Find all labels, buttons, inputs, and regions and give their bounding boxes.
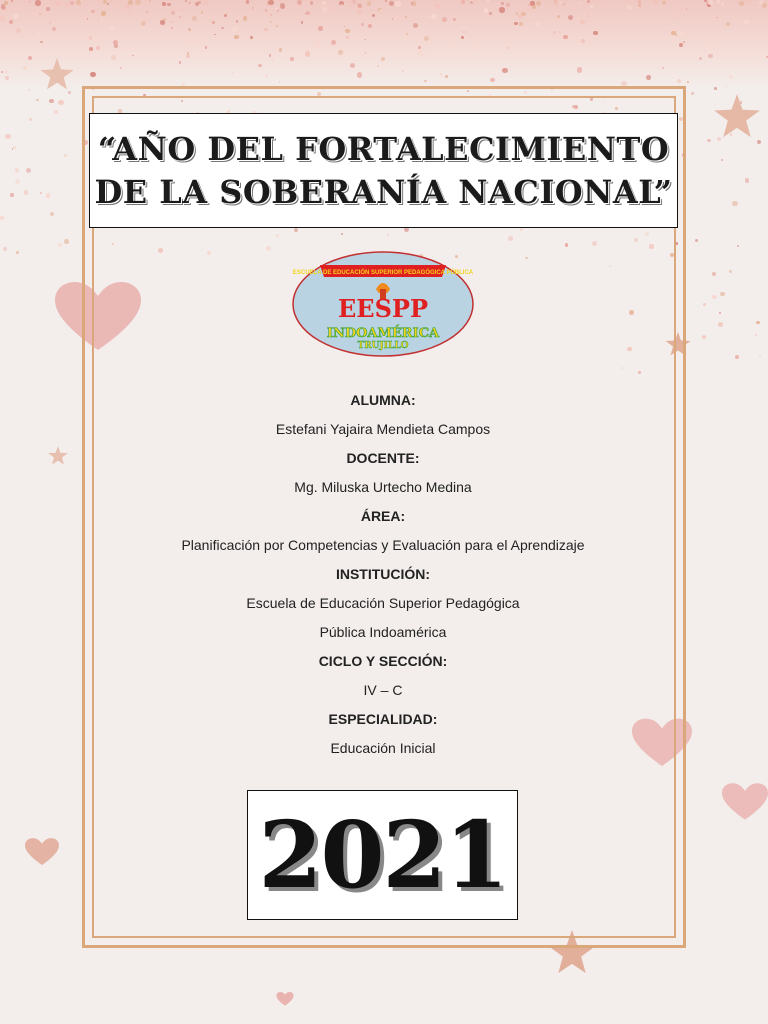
value-ciclo-seccion: IV – C	[363, 682, 403, 698]
label-area: ÁREA:	[360, 508, 406, 524]
star-icon	[40, 58, 74, 90]
heart-icon	[722, 778, 768, 826]
value-institucion-line-2: Pública Indoamérica	[319, 624, 447, 640]
page-title: “AÑO DEL FORTALECIMIENTO DE LA SOBERANÍA NACIONAL”	[94, 130, 673, 211]
value-institucion-line-1: Escuela de Educación Superior Pedagógica	[246, 595, 520, 611]
label-alumna: ALUMNA:	[350, 392, 416, 408]
value-docente: Mg. Miluska Urtecho Medina	[294, 479, 472, 495]
logo-acronym: EESPP	[337, 294, 429, 323]
star-icon	[48, 446, 68, 465]
title-box	[89, 113, 678, 228]
year-text: 2021	[258, 801, 507, 909]
logo-banner: ESCUELA DE EDUCACIÓN SUPERIOR PEDAGÓGICA PÚBLICA	[292, 270, 474, 276]
label-institucion: INSTITUCIÓN:	[335, 566, 431, 582]
label-ciclo-seccion: CICLO Y SECCIÓN:	[318, 653, 448, 669]
value-area: Planificación por Competencias y Evaluación para el Aprendizaje	[181, 537, 585, 553]
logo-city: TRUJILLO	[357, 341, 409, 351]
logo-name: INDOAMÉRICA	[326, 326, 440, 341]
year-box	[247, 790, 518, 920]
value-especialidad: Educación Inicial	[330, 740, 436, 756]
student-info	[100, 386, 666, 763]
heart-icon	[25, 838, 59, 866]
label-especialidad: ESPECIALIDAD:	[328, 711, 438, 727]
label-docente: DOCENTE:	[346, 450, 420, 466]
value-alumna: Estefani Yajaira Mendieta Campos	[275, 421, 491, 437]
school-logo	[292, 251, 474, 357]
star-icon	[714, 94, 760, 138]
heart-icon	[276, 992, 294, 1006]
